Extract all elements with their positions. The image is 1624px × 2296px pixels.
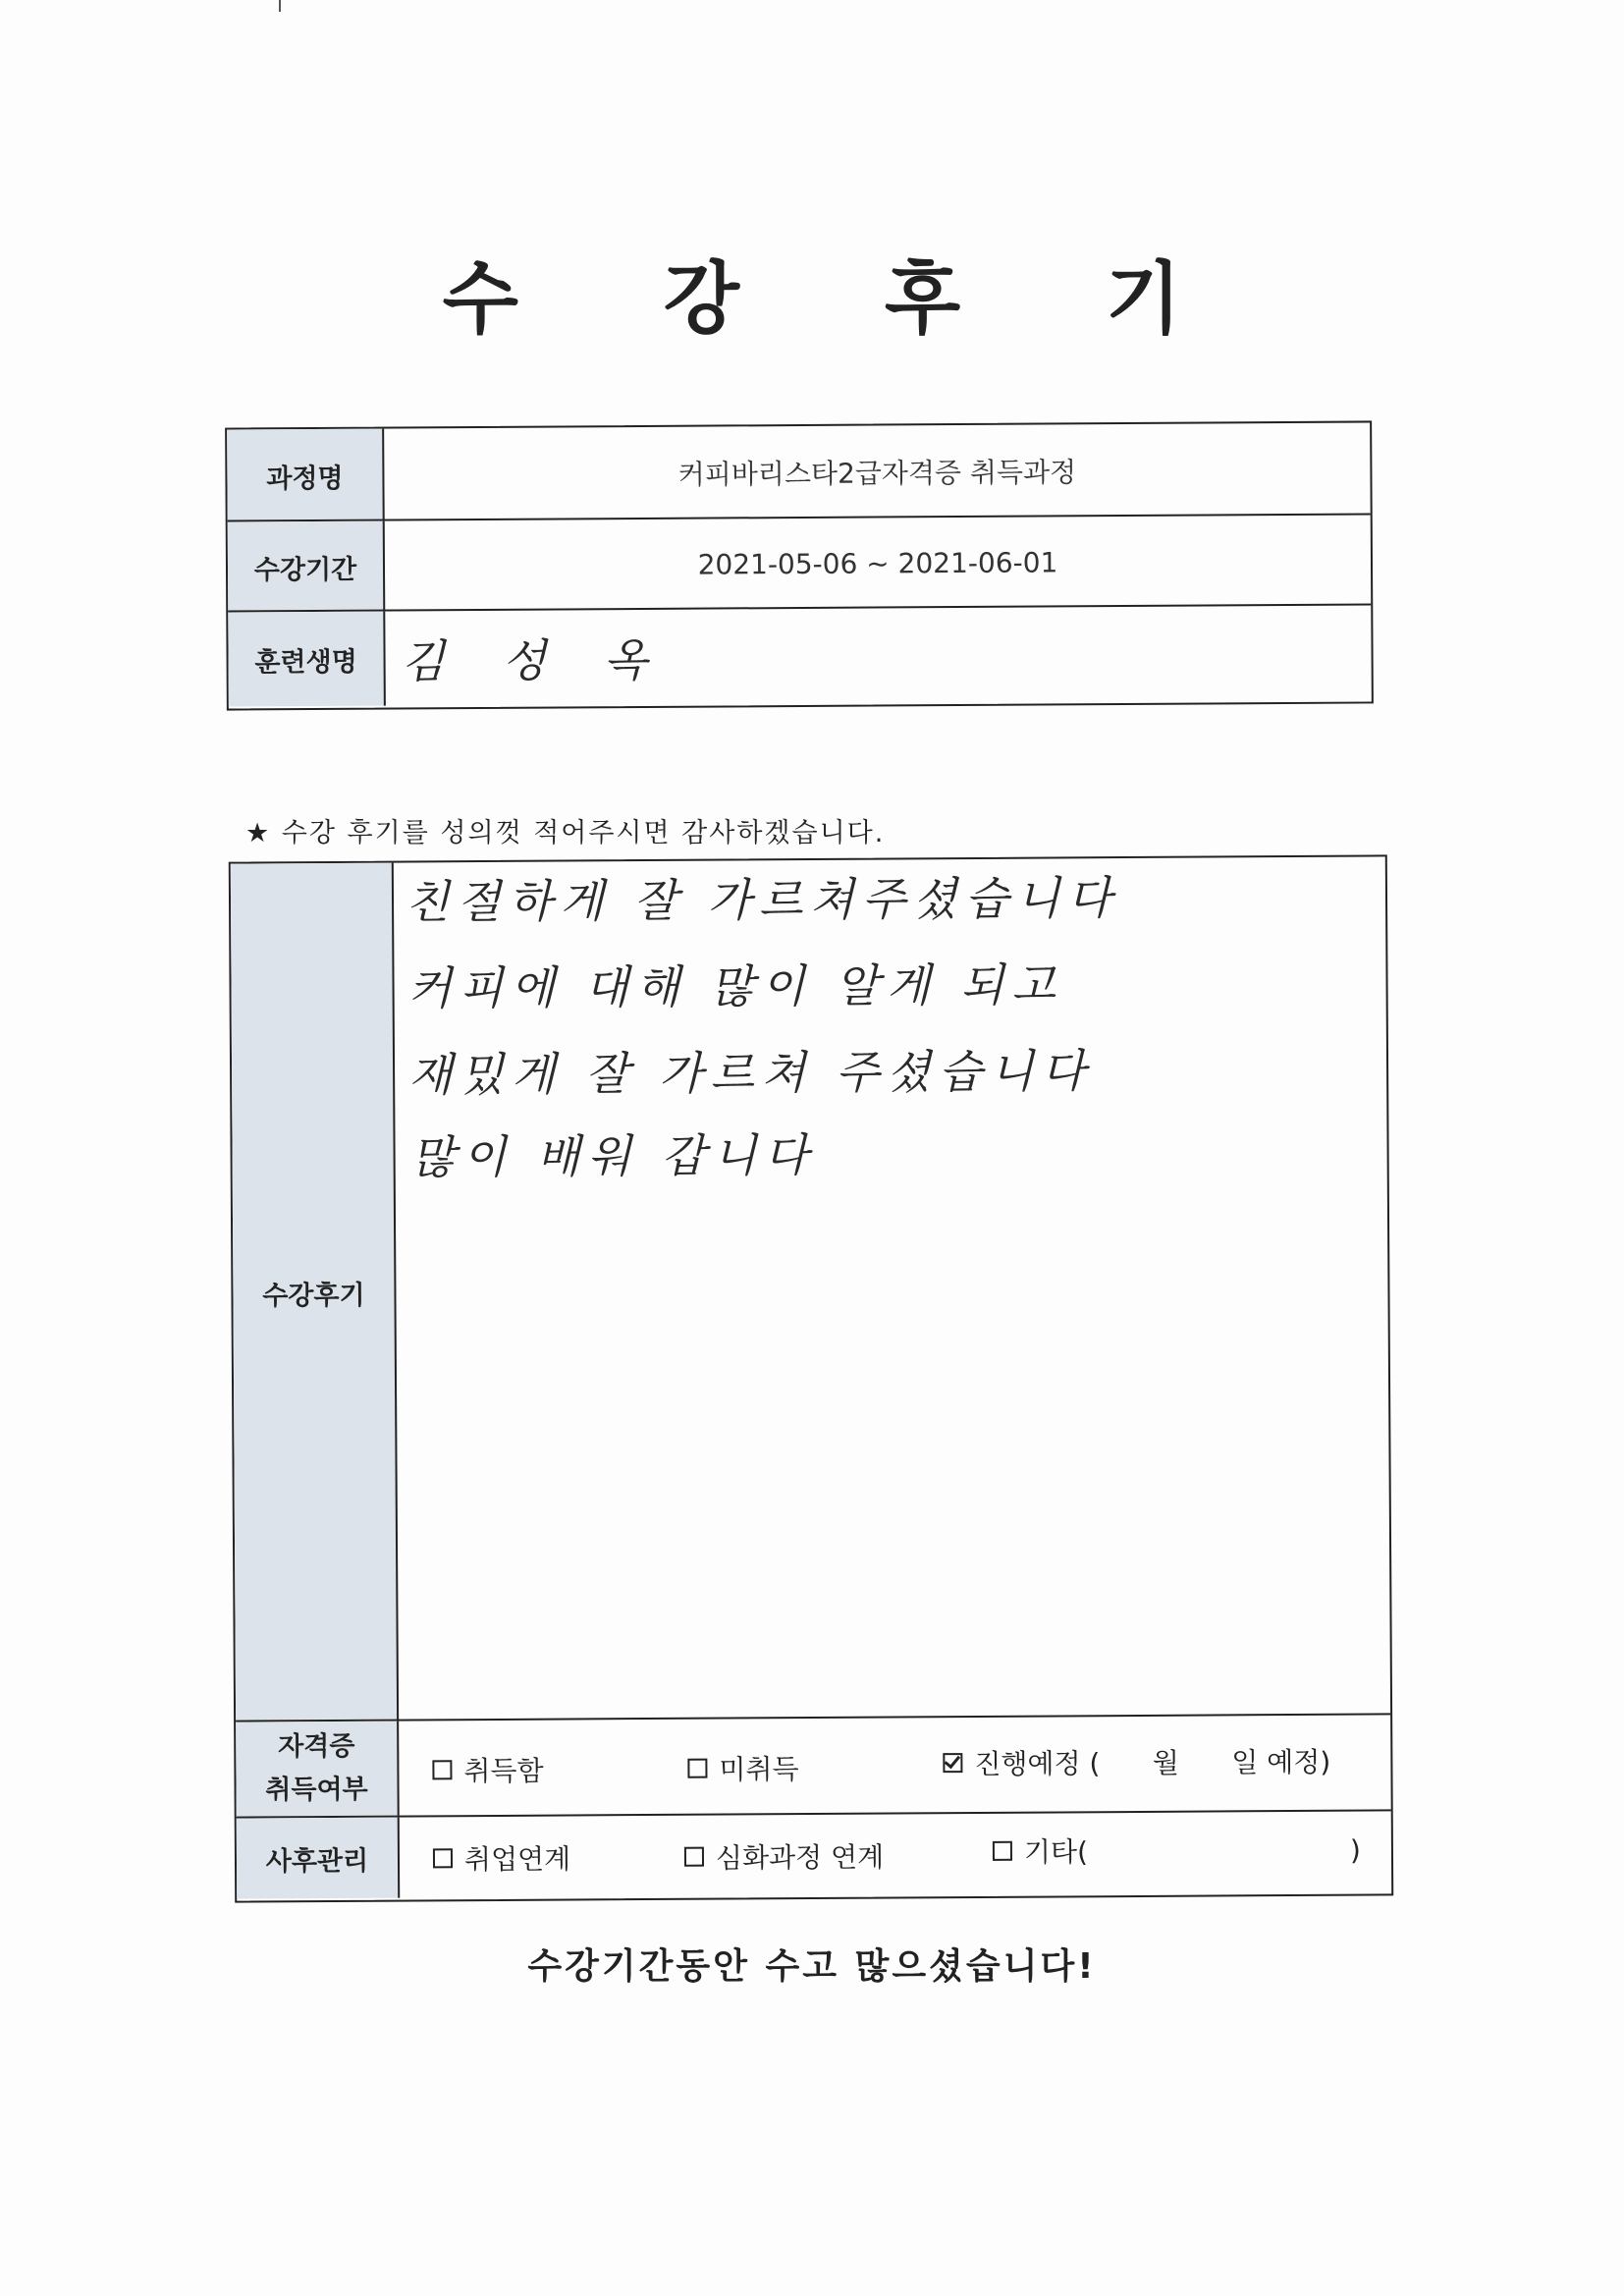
row-divider: [236, 1713, 1390, 1722]
checkbox-icon[interactable]: [433, 1848, 453, 1868]
course-label: 과정명: [227, 429, 385, 522]
checkbox-icon[interactable]: [993, 1841, 1012, 1861]
page-title: 수 강 후 기: [442, 253, 1241, 345]
scan-edge-mark: [279, 0, 281, 12]
option-label: 취득함: [463, 1754, 544, 1788]
option-label: 취업연계: [463, 1842, 571, 1877]
option-label: 진행예정 ( 월 일 예정): [974, 1745, 1331, 1780]
review-table: [229, 854, 1393, 1902]
review-content: [394, 856, 1385, 1184]
certificate-option-acquired[interactable]: [432, 1750, 543, 1790]
certificate-label: [236, 1722, 400, 1817]
review-line-1: 친절하게 잘 가르쳐주셨습니다: [405, 871, 1120, 929]
aftercare-option-employment[interactable]: [433, 1838, 570, 1879]
trainee-label: 훈련생명: [228, 612, 386, 707]
option-label: 미취득: [719, 1753, 799, 1786]
notice-text: ★ 수강 후기를 성의껏 적어주시면 감사하겠습니다.: [245, 818, 886, 848]
certificate-label-line2: 취득여부: [265, 1774, 368, 1806]
checkbox-icon[interactable]: [684, 1847, 704, 1867]
closing-message: 수강기간동안 수고 많으셨습니다!: [527, 1946, 1097, 1987]
period-label: 수강기간: [228, 521, 386, 613]
option-label: 심화과정 연계: [715, 1840, 885, 1875]
aftercare-option-advanced-course[interactable]: [684, 1836, 884, 1877]
review-line-2: 커피에 대해 많이 알게 되고: [407, 957, 1064, 1015]
certificate-label-line1: 자격증: [278, 1730, 355, 1763]
aftercare-label: 사후관리: [237, 1818, 400, 1899]
option-label: 기타( ): [1023, 1833, 1362, 1869]
checked-checkbox-icon[interactable]: [943, 1753, 962, 1773]
trainee-name-handwritten: 김 성 옥: [401, 632, 670, 688]
checkbox-icon[interactable]: [687, 1759, 707, 1778]
review-line-3: 재밌게 잘 가르쳐 주셨습니다: [407, 1044, 1094, 1102]
aftercare-option-other[interactable]: [993, 1830, 1361, 1871]
review-line-4: 많이 배워 갑니다: [410, 1127, 817, 1184]
row-divider: [237, 1809, 1391, 1818]
review-label: 수강후기: [231, 863, 399, 1722]
course-value: 커피바리스타2급자격증 취득과정: [677, 456, 1077, 491]
checkbox-icon[interactable]: [432, 1760, 452, 1779]
certificate-option-planned[interactable]: [943, 1741, 1330, 1782]
course-info-table: [225, 420, 1374, 710]
period-value: 2021-05-06 ~ 2021-06-01: [697, 545, 1058, 581]
certificate-option-not-acquired[interactable]: [687, 1748, 798, 1788]
